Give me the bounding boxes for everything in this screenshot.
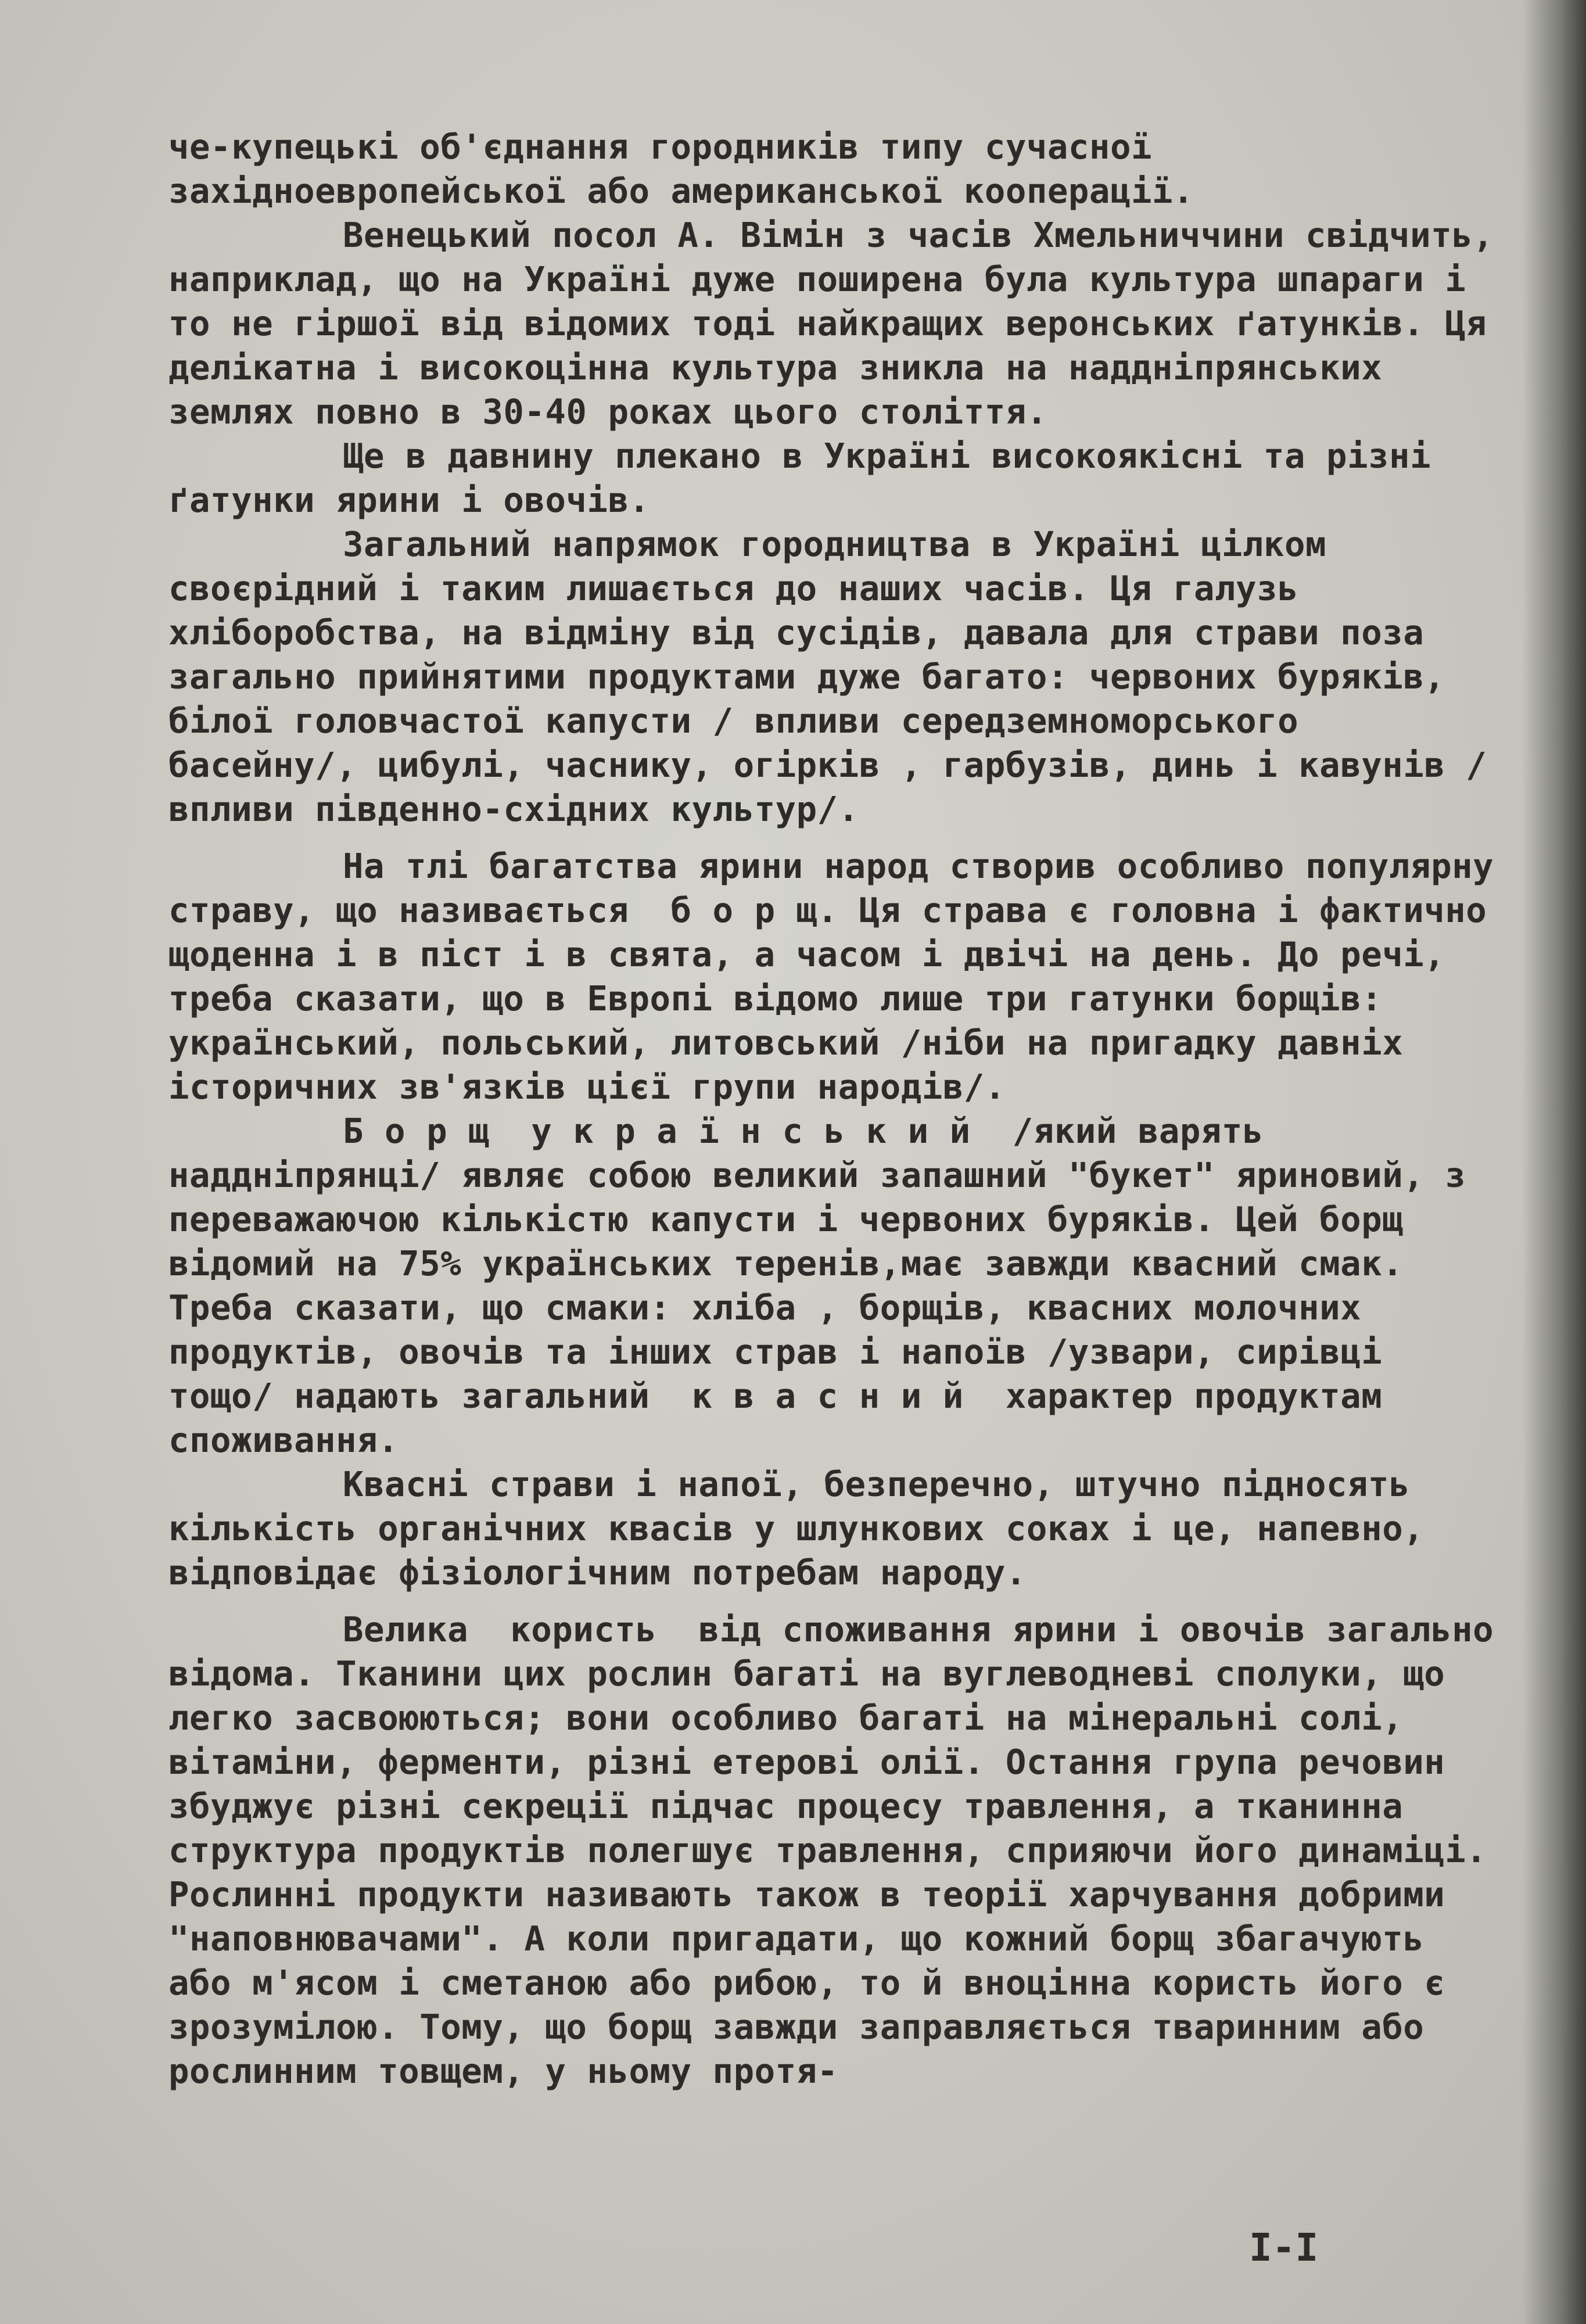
paragraph: Ще в давнину плекано в Україні високоякісні та різні ґатунки ярини і овочів. [168, 436, 1452, 520]
paragraph: Венецький посол А. Вімін з часів Хмельниччини свідчить, наприклад, що на Україні дуже поширена була культура шпараги і то не гіршої від відомих тоді найкращих веронських ґатунків. Ця делікатна і високоцінна культура зникла на наддніпрянських землях повно в 30-40 роках цього століття. [168, 215, 1515, 432]
page-shadow-edge [1522, 0, 1586, 2324]
paragraph: че-купецькі об'єднання городників типу сучасної західноевропейської або американської кооперації. [168, 127, 1194, 211]
paragraph: Б о р щ у к р а ї н с ь к и й /який варять наддніпрянці/ являє собою великий запашний "букет" яриновий, з переважаючою кількістю капусти і червоних буряків. Цей борщ відомий на 75% українських теренів,має завжди квасний смак. Треба сказати, що смаки: хліба , борщів, квасних молочних продуктів, овочів та інших страв і напоїв /узвари, сирівці тощо/ надають загальний к в а с н и й характер продуктам споживання. [168, 1111, 1487, 1460]
paragraph: Велика користь від споживання ярини і овочів загально відома. Тканини цих рослин багаті на вуглеводневі сполуки, що легко засвоюються; вони особливо багаті на мінеральні солі, вітаміни, ферменти, різні етерові олії. Остання група речовин збуджує різні секреції підчас процесу травлення, а тканинна структура продуктів полегшує травлення, сприяючи його динаміці. Рослинні продукти називають також в теорії харчування добрими "наповнювачами". А коли пригадати, що кожний борщ збагачують або м'ясом і сметаною або рибою, то й вноцінна користь його є зрозумілою. Тому, що борщ завжди заправляється тваринним або рослинним товщем, у ньому протя- [168, 1609, 1515, 2091]
paragraph: На тлі багатства ярини народ створив особливо популярну страву, що називається б о р щ. Ця страва є головна і фактично щоденна і в піст і в свята, а часом і двічі на день. До речі, треба сказати, що в Европі відомо лише три гатунки борщів: український, польський, литовський /ніби на пригадку давніх історичних зв'язків цієї групи народів/. [168, 846, 1515, 1107]
paragraph: Квасні страви і напої, безперечно, штучно підносять кількість органічних квасів у шлункових соках і це, напевно, відповідає фізіологічним потребам народу. [168, 1464, 1445, 1593]
paragraph: Загальний напрямок городництва в Україні цілком своєрідний і таким лишається до наших часів. Ця галузь хліборобства, на відміну від сусідів, давала для страви поза загально прийнятими продуктами дуже багато: червоних буряків, білої головчастої капусти / впливи середземноморського басейну/, цибулі, часнику, огірків , гарбузів, динь і кавунів /впливи південно-східних культур/. [168, 524, 1487, 829]
document-body [168, 125, 1515, 2093]
page-number: I-I [1249, 2225, 1319, 2270]
